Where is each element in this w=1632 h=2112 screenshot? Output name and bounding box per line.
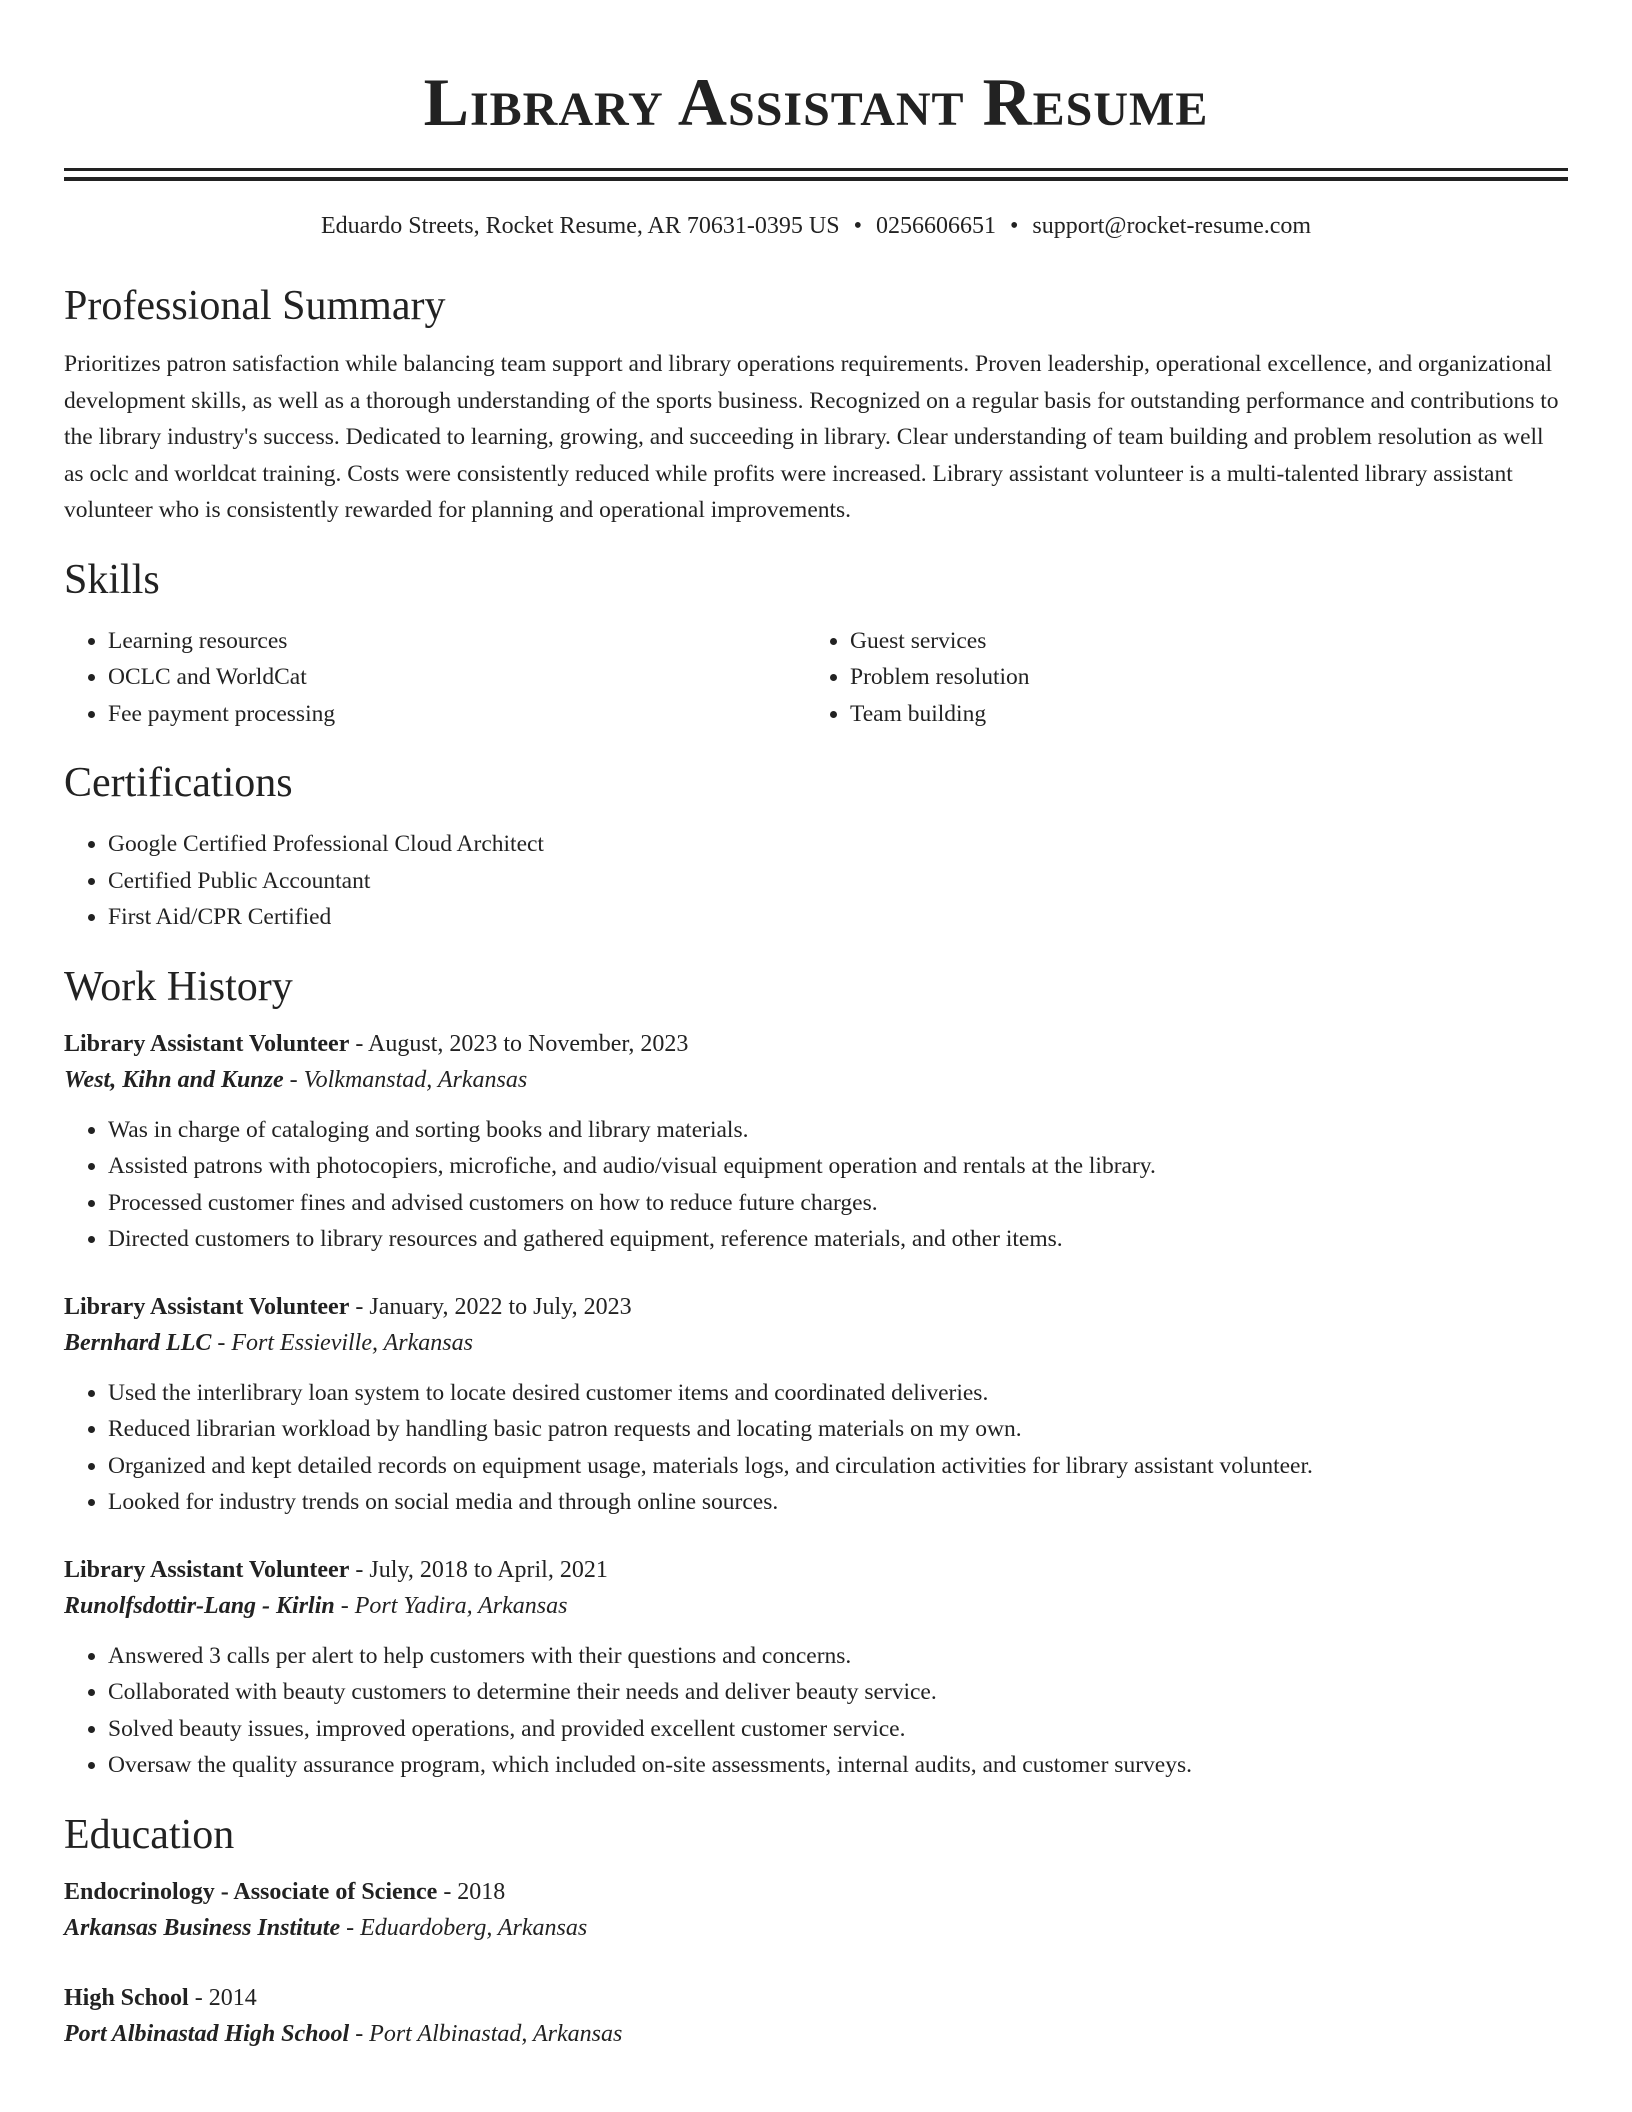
job-title-line xyxy=(64,1552,1568,1588)
job-bullet: • Collaborated with beauty customers to determine their needs and deliver beauty service. xyxy=(108,1674,1568,1711)
work-history-heading: Work History xyxy=(64,963,293,1010)
job-title: Library Assistant Volunteer xyxy=(64,1030,350,1057)
summary-heading: Professional Summary xyxy=(64,283,446,329)
skill-item: • OCLC and WorldCat xyxy=(108,659,806,696)
education-year: - 2014 xyxy=(188,1984,257,2011)
job-location: - Port Yadira, Arkansas xyxy=(334,1592,568,1619)
job-location: - Volkmanstad, Arkansas xyxy=(283,1066,528,1093)
certifications-list xyxy=(64,826,1568,936)
job-bullet: • Solved beauty issues, improved operations, and provided excellent customer service. xyxy=(108,1711,1568,1748)
skill-item: • Learning resources xyxy=(108,623,806,660)
education-school: Arkansas Business Institute xyxy=(64,1914,341,1941)
job-location: - Fort Essieville, Arkansas xyxy=(211,1329,473,1356)
job-bullet: • Assisted patrons with photocopiers, microfiche, and audio/visual equipment operation and rentals at the library. xyxy=(108,1148,1568,1185)
skills-column-right xyxy=(806,623,1548,733)
job-company: Bernhard LLC xyxy=(64,1329,212,1356)
education-school: Port Albinastad High School xyxy=(64,2020,350,2047)
education-degree: High School xyxy=(64,1984,189,2011)
job-company-line xyxy=(64,1062,1568,1098)
job-title-line xyxy=(64,1026,1568,1062)
contact-separator: • xyxy=(1009,213,1019,239)
certification-item: • First Aid/CPR Certified xyxy=(108,899,1568,936)
education-location: - Eduardoberg, Arkansas xyxy=(340,1914,588,1941)
job-company-line xyxy=(64,1325,1568,1361)
summary-text: Prioritizes patron satisfaction while balancing team support and library operations requirements. Proven leadership, operational excellence, and organizational development skills, as well as a thorough understanding of the sports business. Recognized on a regular basis for outstanding performance and contributions to the library industry's success. Dedicated to learning, growing, and succeeding in library. Clear understanding of team building and problem resolution as well as oclc and worldcat training. Costs were consistently reduced while profits were increased. Library assistant volunteer is a multi-talented library assistant volunteer who is consistently rewarded for planning and operational improvements. xyxy=(64,351,1559,523)
resume-title: Library Assistant Resume xyxy=(423,64,1209,140)
contact-separator: • xyxy=(853,213,862,239)
education-degree-line xyxy=(64,1980,1568,2016)
job-entry xyxy=(64,1552,1568,1784)
job-company: Runolfsdottir-Lang - Kirlin xyxy=(64,1592,335,1619)
contact-line xyxy=(64,211,1568,241)
job-dates: - July, 2018 to April, 2021 xyxy=(349,1556,608,1583)
job-bullet: • Looked for industry trends on social media and through online sources. xyxy=(108,1484,1568,1521)
job-title: Library Assistant Volunteer xyxy=(64,1556,350,1583)
skill-item: • Problem resolution xyxy=(850,659,1548,696)
job-title-line xyxy=(64,1289,1568,1325)
skills-column-left xyxy=(64,623,806,733)
certification-item: • Google Certified Professional Cloud Architect xyxy=(108,826,1568,863)
education-location: - Port Albinastad, Arkansas xyxy=(349,2020,623,2047)
education-degree-line xyxy=(64,1874,1568,1910)
contact-phone: 0256606651 xyxy=(875,213,996,239)
job-bullet: • Was in charge of cataloging and sorting books and library materials. xyxy=(108,1112,1568,1149)
job-dates: - August, 2023 to November, 2023 xyxy=(349,1030,689,1057)
job-bullet: • Used the interlibrary loan system to locate desired customer items and coordinated deliveries. xyxy=(108,1375,1568,1412)
contact-email: support@rocket-resume.com xyxy=(1032,213,1312,239)
job-bullets xyxy=(64,1112,1568,1258)
education-heading: Education xyxy=(64,1811,235,1858)
skill-item: • Team building xyxy=(850,696,1548,733)
job-bullet: • Directed customers to library resources and gathered equipment, reference materials, and other items. xyxy=(108,1221,1568,1258)
education-degree: Endocrinology - Associate of Science xyxy=(64,1878,438,1905)
contact-address: Eduardo Streets, Rocket Resume, AR 70631-0395 US xyxy=(320,213,840,239)
certifications-heading: Certifications xyxy=(64,760,293,806)
job-entry xyxy=(64,1026,1568,1258)
certification-item: • Certified Public Accountant xyxy=(108,863,1568,900)
skills-grid xyxy=(64,623,1568,733)
job-bullet: • Organized and kept detailed records on equipment usage, materials logs, and circulation activities for library assistant volunteer. xyxy=(108,1448,1568,1485)
job-bullets xyxy=(64,1638,1568,1784)
job-dates: - January, 2022 to July, 2023 xyxy=(349,1293,632,1320)
job-company: West, Kihn and Kunze xyxy=(64,1066,284,1093)
skills-heading: Skills xyxy=(64,556,160,603)
education-school-line xyxy=(64,2016,1568,2052)
education-year: - 2018 xyxy=(437,1878,506,1905)
job-company-line xyxy=(64,1588,1568,1624)
title-double-rule xyxy=(64,168,1568,181)
job-bullet: • Oversaw the quality assurance program, which included on-site assessments, internal audits, and customer surveys. xyxy=(108,1747,1568,1784)
resume-page xyxy=(64,0,1568,2052)
job-title: Library Assistant Volunteer xyxy=(64,1293,350,1320)
education-school-line xyxy=(64,1910,1568,1946)
job-bullet: • Answered 3 calls per alert to help customers with their questions and concerns. xyxy=(108,1638,1568,1675)
education-entry xyxy=(64,1980,1568,2052)
skill-item: • Fee payment processing xyxy=(108,696,806,733)
job-bullets xyxy=(64,1375,1568,1521)
education-entry xyxy=(64,1874,1568,1946)
job-bullet: • Processed customer fines and advised customers on how to reduce future charges. xyxy=(108,1185,1568,1222)
skill-item: • Guest services xyxy=(850,623,1548,660)
job-entry xyxy=(64,1289,1568,1521)
job-bullet: • Reduced librarian workload by handling basic patron requests and locating materials on my own. xyxy=(108,1411,1568,1448)
